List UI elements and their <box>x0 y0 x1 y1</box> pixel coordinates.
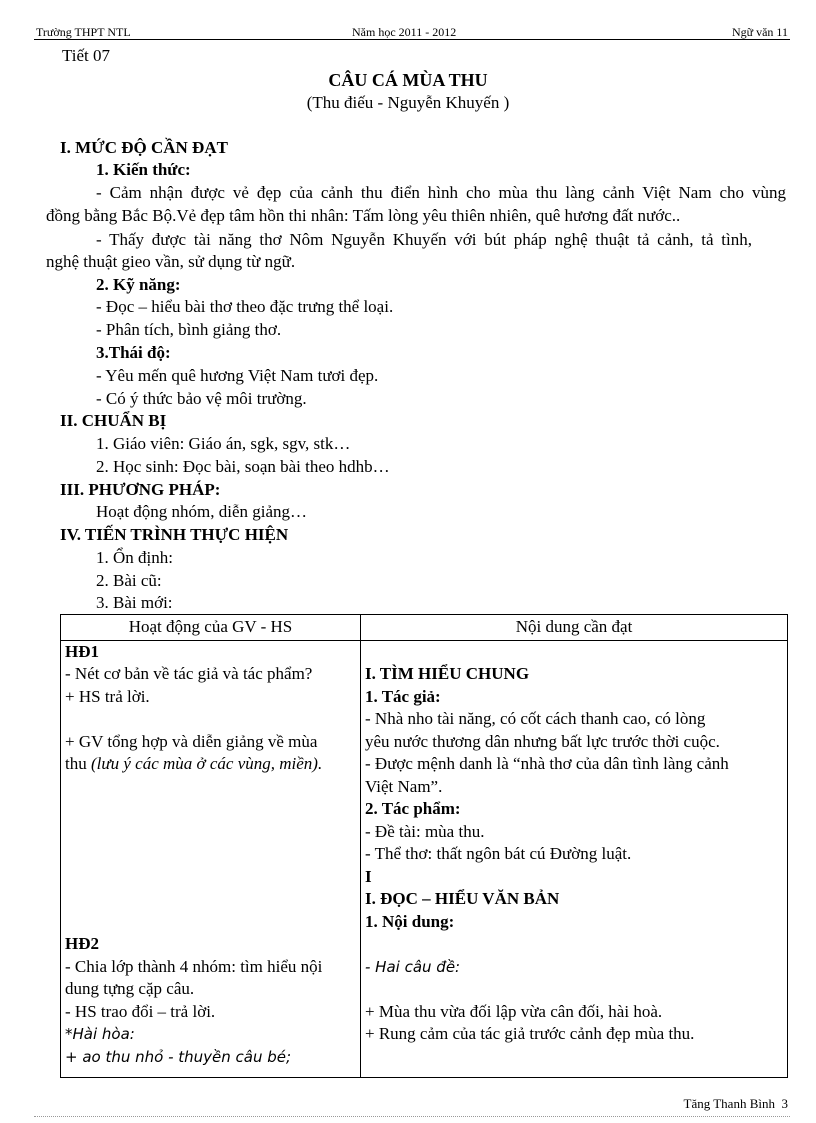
content-couplet-heading: - Hai câu đề: <box>365 957 461 976</box>
section-1-2-heading: 2. Kỹ năng: <box>96 275 181 294</box>
section-3-heading: III. PHƯƠNG PHÁP: <box>60 480 221 499</box>
process-item-3: 3. Bài mới: <box>96 593 173 612</box>
footer-rule <box>34 1116 790 1117</box>
content-work-1: - Đề tài: mùa thu. <box>365 821 485 841</box>
header-year: Năm học 2011 - 2012 <box>352 25 457 39</box>
content-heading-1: I. TÌM HIỂU CHUNG <box>365 664 530 683</box>
content-work-2: - Thể thơ: thất ngôn bát cú Đường luật. <box>365 844 632 863</box>
attitude-item-2: - Có ý thức bảo vệ môi trường. <box>96 389 307 408</box>
knowledge-p2b: nghệ thuật gieo vần, sử dụng từ ngữ. <box>46 252 296 271</box>
section-1-3-heading: 3.Thái độ: <box>96 343 171 362</box>
content-author-2a: - Được mệnh danh là “nhà thơ của dân tình làng cảnh <box>365 754 729 773</box>
activities-cell <box>61 640 361 1077</box>
knowledge-p1a: - Cảm nhận được vẻ đẹp của cảnh thu điển hình cho mùa thu làng cảnh Việt Nam cho vùng <box>96 183 786 202</box>
activity-hd1: HĐ1 <box>65 641 99 661</box>
activity-question-2b: dung tựng cặp câu. <box>65 979 195 998</box>
footer-author: Tăng Thanh Bình <box>683 1096 775 1111</box>
content-cell <box>361 640 788 1077</box>
attitude-item-1: - Yêu mến quê hương Việt Nam tươi đẹp. <box>96 366 379 385</box>
activity-gv-1: + GV tổng hợp và diễn giảng về mùa <box>65 731 318 751</box>
activity-question-2a: - Chia lớp thành 4 nhóm: tìm hiểu nội <box>65 956 323 976</box>
content-heading-2: I. ĐỌC – HIỂU VĂN BẢN <box>365 889 560 908</box>
page-title: CÂU CÁ MÙA THU <box>328 70 488 90</box>
activity-note-1: *Hài hòa: <box>65 1025 135 1043</box>
content-work-heading: 2. Tác phẩm: <box>365 799 461 818</box>
table-header-content: Nội dung cần đạt <box>361 615 788 641</box>
activity-answer-2: - HS trao đổi – trả lời. <box>65 1001 216 1021</box>
page-subtitle: (Thu điếu - Nguyễn Khuyến ) <box>306 93 510 112</box>
content-couplet-2: + Rung cảm của tác giả trước cảnh đẹp mùa thu. <box>365 1024 695 1043</box>
content-author-1b: yêu nước thương dân nhưng bất lực trước thời cuộc. <box>365 731 720 751</box>
knowledge-p2a: - Thấy được tài năng thơ Nôm Nguyễn Khuyến với bút pháp nghệ thuật tả cảnh, tả tình, <box>96 230 752 249</box>
lesson-number: Tiết 07 <box>62 46 111 65</box>
prep-item-2: 2. Học sinh: Đọc bài, soạn bài theo hdhb… <box>96 457 390 476</box>
section-1-1-heading: 1. Kiến thức: <box>96 160 191 179</box>
process-item-2: 2. Bài cũ: <box>96 571 162 590</box>
section-2-heading: II. CHUẨN BỊ <box>60 411 167 430</box>
content-author-heading: 1. Tác giả: <box>365 686 441 706</box>
header-school: Trường THPT NTL <box>36 25 131 39</box>
content-stray-i: I <box>365 866 372 886</box>
prep-item-1: 1. Giáo viên: Giáo án, sgk, sgv, stk… <box>96 434 351 453</box>
activity-gv-2 <box>65 753 356 776</box>
section-4-heading: IV. TIẾN TRÌNH THỰC HIỆN <box>60 525 289 544</box>
activity-note-2: + ao thu nhỏ - thuyền câu bé; <box>65 1047 292 1066</box>
knowledge-p1b: đồng bằng Bắc Bộ.Vẻ đẹp tâm hồn thi nhân: Tấm lòng yêu thiên nhiên, quê hương đất nước.. <box>46 206 681 225</box>
activity-gv-2-plain: thu <box>65 754 91 773</box>
skill-item-2: - Phân tích, bình giảng thơ. <box>96 320 282 339</box>
content-author-2b: Việt Nam”. <box>365 776 443 796</box>
process-item-1: 1. Ổn định: <box>96 548 173 567</box>
header-subject: Ngữ văn 11 <box>731 25 788 39</box>
activity-question-1: - Nét cơ bản về tác giả và tác phẩm? <box>65 664 313 683</box>
skill-item-1: - Đọc – hiểu bài thơ theo đặc trưng thể loại. <box>96 297 394 316</box>
header-rule <box>34 39 790 40</box>
section-1-heading: I. MỨC ĐỘ CẦN ĐẠT <box>60 138 228 157</box>
content-body-heading: 1. Nội dung: <box>365 911 455 931</box>
content-couplet-1: + Mùa thu vừa đối lập vừa cân đối, hài hoà. <box>365 1001 663 1021</box>
activity-answer-1: + HS trả lời. <box>65 686 150 706</box>
lesson-table <box>60 614 788 1078</box>
content-author-1a: - Nhà nho tài năng, có cốt cách thanh cao, có lòng <box>365 709 706 728</box>
page-number: 3 <box>781 1096 788 1111</box>
activity-hd2: HĐ2 <box>65 934 99 953</box>
activity-gv-2-note: (lưu ý các mùa ở các vùng, miền). <box>90 754 323 773</box>
method-text: Hoạt động nhóm, diễn giảng… <box>96 502 308 521</box>
table-header-activities: Hoạt động của GV - HS <box>61 615 361 641</box>
footer <box>684 1096 788 1112</box>
